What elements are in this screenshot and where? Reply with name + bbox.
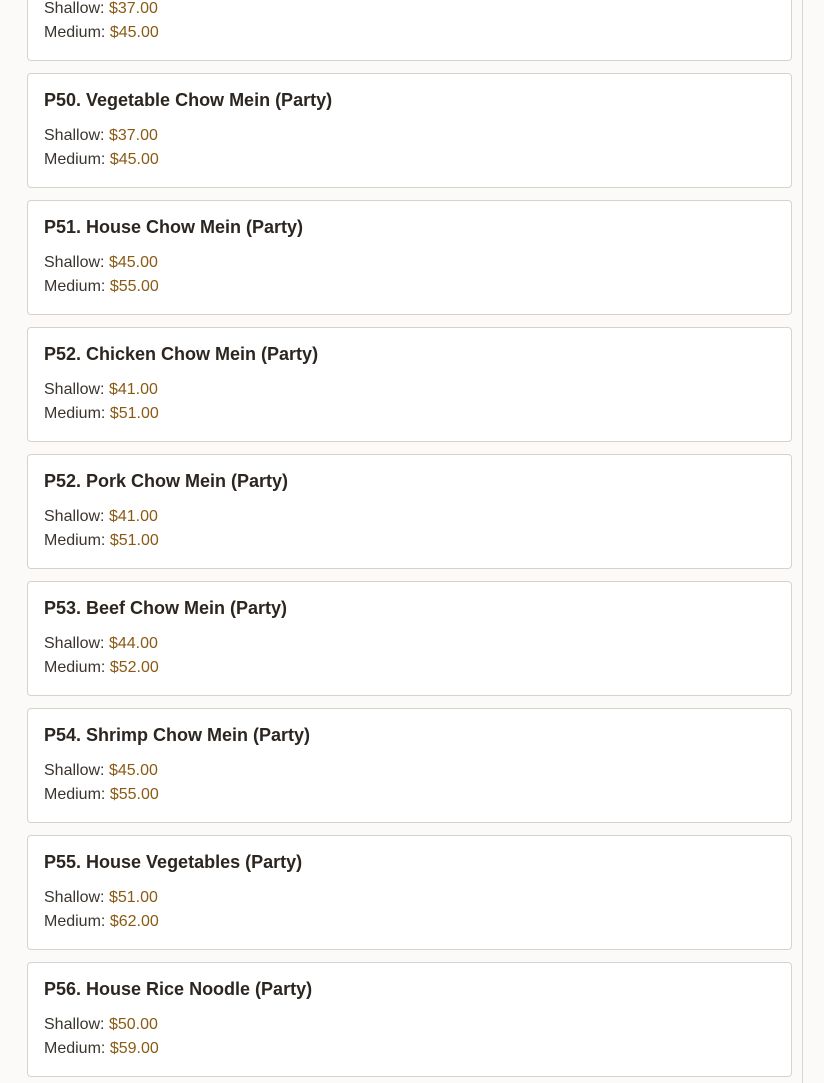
menu-item-list (27, 0, 792, 1083)
medium-price: $62.00 (109, 913, 159, 930)
shallow-price: $44.00 (108, 635, 158, 652)
medium-price-row (44, 910, 775, 934)
shallow-price: $37.00 (108, 0, 158, 17)
menu-item-name: P50. Vegetable Chow Mein (Party) (44, 90, 333, 110)
medium-label: Medium: (44, 786, 106, 803)
medium-price: $51.00 (109, 532, 159, 549)
medium-price-row (44, 656, 775, 680)
medium-label: Medium: (44, 532, 106, 549)
shallow-price-row (44, 251, 775, 275)
shallow-price-row (44, 632, 775, 656)
shallow-label: Shallow: (44, 762, 105, 779)
medium-price-row (44, 148, 775, 172)
medium-price: $45.00 (109, 151, 159, 168)
medium-price-row (44, 402, 775, 426)
medium-label: Medium: (44, 659, 106, 676)
shallow-label: Shallow: (44, 635, 105, 652)
scroll-divider (802, 0, 803, 1083)
medium-price-row (44, 21, 775, 45)
menu-item[interactable] (27, 327, 792, 442)
shallow-price: $41.00 (108, 508, 158, 525)
shallow-price-row (44, 378, 775, 402)
menu-item-name: P52. Pork Chow Mein (Party) (44, 471, 289, 491)
shallow-label: Shallow: (44, 1016, 105, 1033)
medium-label: Medium: (44, 913, 106, 930)
menu-item-name: P52. Chicken Chow Mein (Party) (44, 344, 319, 364)
menu-item-name: P56. House Rice Noodle (Party) (44, 979, 313, 999)
menu-item-name: P53. Beef Chow Mein (Party) (44, 598, 288, 618)
menu-item[interactable] (27, 200, 792, 315)
medium-price: $52.00 (109, 659, 159, 676)
shallow-price-row (44, 886, 775, 910)
menu-item[interactable] (27, 581, 792, 696)
menu-item-name: P51. House Chow Mein (Party) (44, 217, 304, 237)
medium-price: $55.00 (109, 786, 159, 803)
shallow-price: $51.00 (108, 889, 158, 906)
menu-item[interactable] (27, 708, 792, 823)
menu-item-name: P54. Shrimp Chow Mein (Party) (44, 725, 311, 745)
shallow-label: Shallow: (44, 0, 105, 17)
shallow-label: Shallow: (44, 889, 105, 906)
medium-label: Medium: (44, 151, 106, 168)
shallow-price-row (44, 759, 775, 783)
medium-price: $55.00 (109, 278, 159, 295)
shallow-label: Shallow: (44, 508, 105, 525)
medium-price: $51.00 (109, 405, 159, 422)
medium-price-row (44, 529, 775, 553)
medium-label: Medium: (44, 1040, 106, 1057)
shallow-label: Shallow: (44, 381, 105, 398)
shallow-price: $41.00 (108, 381, 158, 398)
shallow-price: $37.00 (108, 127, 158, 144)
medium-label: Medium: (44, 278, 106, 295)
medium-price-row (44, 275, 775, 299)
shallow-label: Shallow: (44, 254, 105, 271)
menu-item[interactable] (27, 73, 792, 188)
shallow-price-row (44, 505, 775, 529)
medium-price: $59.00 (109, 1040, 159, 1057)
shallow-price: $50.00 (108, 1016, 158, 1033)
menu-item[interactable] (27, 962, 792, 1077)
menu-item[interactable] (27, 0, 792, 61)
shallow-price: $45.00 (108, 254, 158, 271)
menu-item[interactable] (27, 835, 792, 950)
shallow-price-row (44, 1013, 775, 1037)
medium-price-row (44, 1037, 775, 1061)
medium-label: Medium: (44, 24, 106, 41)
menu-item[interactable] (27, 454, 792, 569)
medium-price: $45.00 (109, 24, 159, 41)
shallow-price-row (44, 0, 775, 21)
medium-label: Medium: (44, 405, 106, 422)
medium-price-row (44, 783, 775, 807)
menu-item-name: P55. House Vegetables (Party) (44, 852, 303, 872)
shallow-price-row (44, 124, 775, 148)
shallow-price: $45.00 (108, 762, 158, 779)
shallow-label: Shallow: (44, 127, 105, 144)
